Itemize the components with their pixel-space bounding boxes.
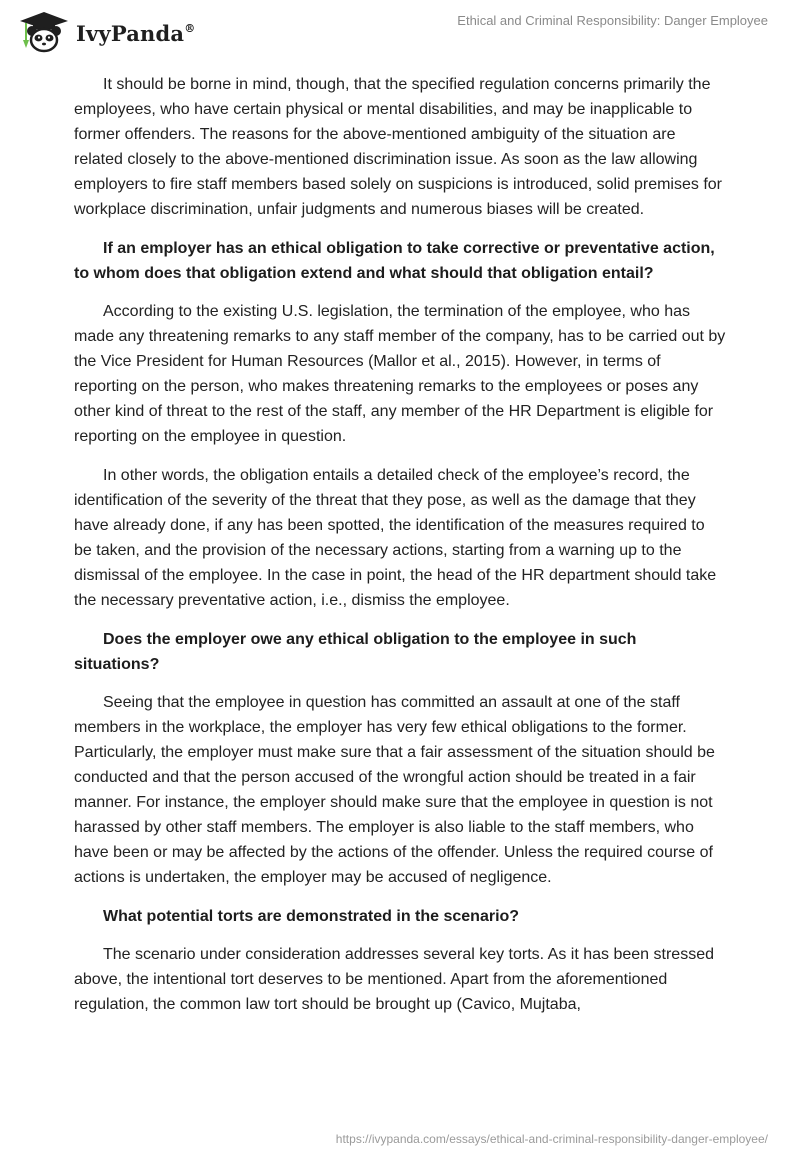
- essay-content: [74, 72, 726, 1031]
- panda-graduate-icon: [14, 8, 72, 54]
- source-url[interactable]: https://ivypanda.com/essays/ethical-and-criminal-responsibility-danger-employee/: [335, 1132, 768, 1146]
- paragraph: In other words, the obligation entails a detailed check of the employee’s record, the identification of the severity of the threat that they pose, as well as the damage that they have already done, if any has been spotted, the identification of the measures required to be taken, and the provision of the necessary actions, starting from a warning up to the dismissal of the employee. In the case in point, the head of the HR department should take the necessary preventative action, i.e., dismiss the employee.: [74, 467, 717, 609]
- paragraph: According to the existing U.S. legislation, the termination of the employee, who has made any threatening remarks to any staff member of the company, has to be carried out by the Vice President for Human Resources (Mallor et al., 2015). However, in terms of reporting on the person, who makes threatening remarks to the employees or poses any other kind of threat to the rest of the staff, any member of the HR Department is eligible for reporting on the employee in question.: [74, 303, 726, 445]
- brand-label: IvyPanda: [76, 20, 185, 46]
- trademark-symbol: ®: [184, 21, 196, 35]
- section-heading: If an employer has an ethical obligation to take corrective or preventative action, to whom does that obligation extend and what should that obligation entail?: [74, 240, 715, 282]
- document-title: Ethical and Criminal Responsibility: Danger Employee: [457, 13, 768, 28]
- section-heading: Does the employer owe any ethical obligation to the employee in such situations?: [74, 631, 637, 673]
- paragraph: It should be borne in mind, though, that the specified regulation concerns primarily the employees, who have certain physical or mental disabilities, and may be inapplicable to former offenders. The reasons for the above-mentioned ambiguity of the situation are related closely to the above-mentioned discrimination issue. As soon as the law allowing employers to fire staff members based solely on suspicions is introduced, solid premises for workplace discrimination, unfair judgments and numerous biases will be created.: [74, 76, 722, 218]
- paragraph: Seeing that the employee in question has committed an assault at one of the staff members in the workplace, the employer has very few ethical obligations to the former. Particularly, the employer must make sure that a fair assessment of the situation should be conducted and that the person accused of the wrongful action should be treated in a fair manner. For instance, the employer should make sure that the employee in question is not harassed by other staff members. The employer is also liable to the staff members, who have been or may be affected by the actions of the offender. Unless the required course of actions is undertaken, the employer may be accused of negligence.: [74, 694, 715, 886]
- page-header: [0, 0, 800, 66]
- section-heading: What potential torts are demonstrated in the scenario?: [103, 908, 520, 925]
- paragraph: The scenario under consideration addresses several key torts. As it has been stressed above, the intentional tort deserves to be mentioned. Apart from the aforementioned regulation, the common law tort should be brought up (Cavico, Mujtaba,: [74, 946, 714, 1013]
- ivypanda-logo[interactable]: [14, 8, 195, 54]
- brand-name: [76, 21, 195, 46]
